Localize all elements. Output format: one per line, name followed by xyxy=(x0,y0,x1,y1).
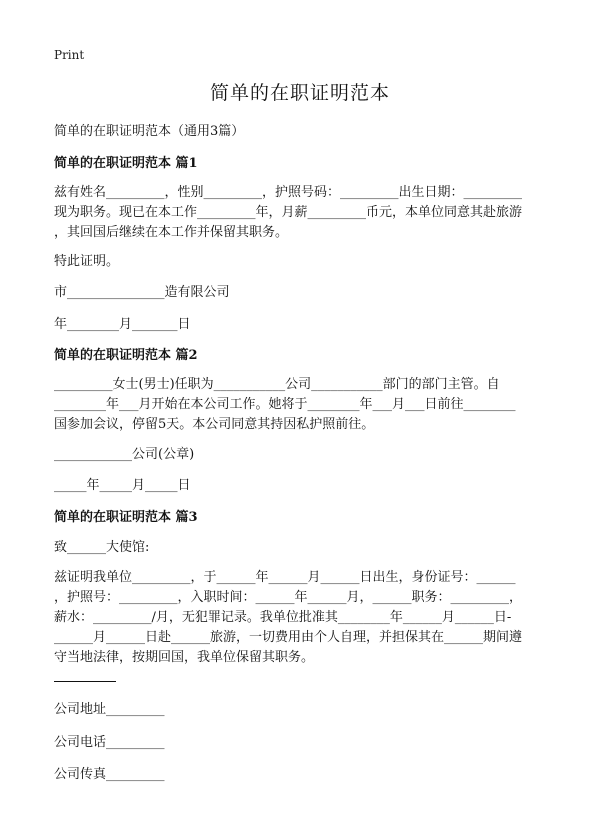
section3-line-2: ，护照号：_________，入职时间：______年______月，______职务：_________， xyxy=(54,590,523,605)
section2-date: _____年_____月_____日 xyxy=(54,478,191,493)
section2-company-seal: ____________公司(公章) xyxy=(54,447,195,462)
section2-line-3: 国参加会议，停留5天。本公司同意其持因私护照前往。 xyxy=(54,417,375,432)
section2-line-2: ________年___月开始在本公司工作。她将于________年___月___日前往________ xyxy=(54,397,516,412)
section1-date: 年________月_______日 xyxy=(54,317,191,332)
section1-heading: 简单的在职证明范本 篇1 xyxy=(54,156,198,171)
company-phone: 公司电话_________ xyxy=(54,735,165,750)
company-fax: 公司传真_________ xyxy=(54,767,165,782)
section1-line-1: 兹有姓名_________，性别_________，护照号码：_________出生日期：_________ xyxy=(54,185,523,200)
section1-certify: 特此证明。 xyxy=(54,254,120,269)
section2-line-1: _________女士(男士)任职为___________公司___________部门的部门主管。自 xyxy=(54,377,500,392)
section3-heading: 简单的在职证明范本 篇3 xyxy=(54,510,198,525)
section3-line-1: 兹证明我单位_________，于______年______月______日出生，身份证号：______ xyxy=(54,570,516,585)
section3-line-5: 守当地法律，按期回国，我单位保留其职务。 xyxy=(54,650,315,665)
section3-line-3: 薪水：_________/月，无犯罪记录。我单位批准其________年______月______日- xyxy=(54,610,512,625)
section3-to-embassy: 致______大使馆: xyxy=(54,540,150,555)
print-link[interactable]: Print xyxy=(54,48,85,62)
document-subtitle: 简单的在职证明范本（通用3篇） xyxy=(54,124,245,139)
company-address: 公司地址_________ xyxy=(54,702,165,717)
section3-line-4: ______月______日赴______旅游，一切费用由个人自理，并担保其在______期间遵 xyxy=(54,630,523,645)
section1-company: 市_______________造有限公司 xyxy=(54,285,230,300)
page-title: 简单的在职证明范本 xyxy=(209,82,390,104)
section1-line-3: ，其回国后继续在本工作并保留其职务。 xyxy=(54,225,289,240)
section2-heading: 简单的在职证明范本 篇2 xyxy=(54,348,198,363)
section1-line-2: 现为职务。现已在本工作_________年，月薪_________币元，本单位同意其赴旅游 xyxy=(54,205,523,220)
signature-line xyxy=(54,681,116,682)
